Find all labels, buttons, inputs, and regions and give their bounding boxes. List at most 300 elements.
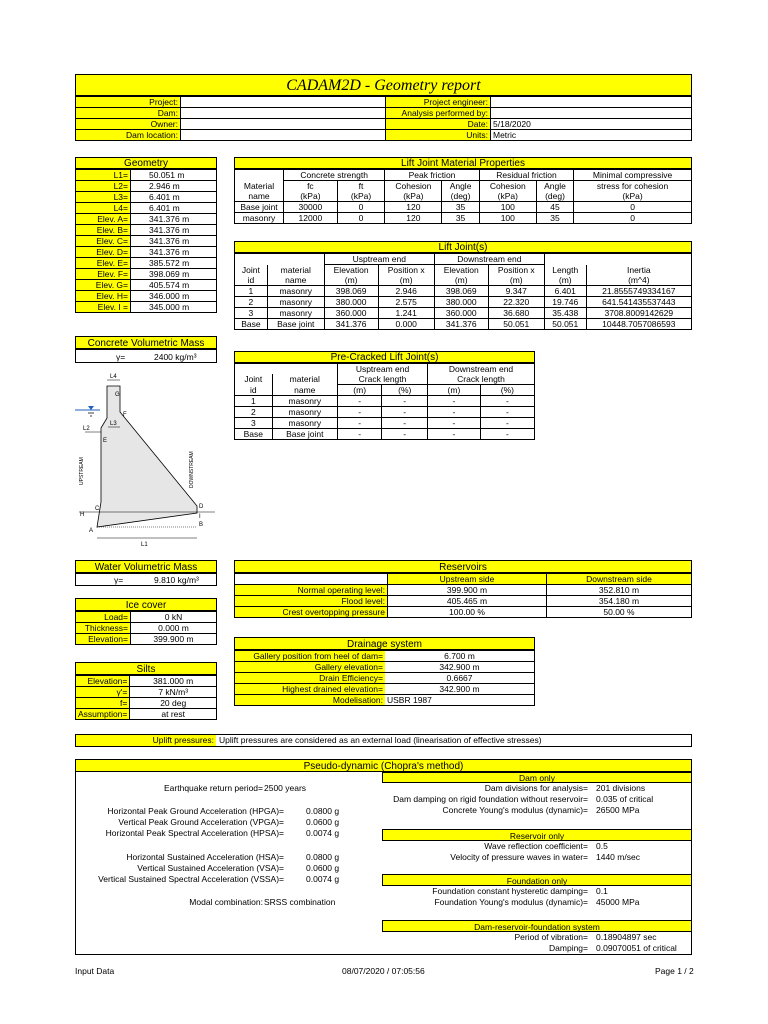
reservoir-row [235, 585, 692, 596]
param-label: Concrete Young's modulus (dynamic)= [442, 805, 588, 815]
table-cell: masonry [267, 308, 324, 319]
lj-header-cell: Position x [488, 265, 544, 276]
res-col-down: Downstream side [547, 574, 692, 585]
ice-value: 0 kN [131, 612, 217, 623]
table-cell: 36.680 [488, 308, 544, 319]
reservoir-only-block [382, 841, 692, 863]
reservoir-down: 352.810 m [547, 585, 692, 596]
lj-blank [235, 254, 325, 265]
drainage-title: Drainage system [234, 637, 535, 650]
date-label: Date: [386, 119, 491, 130]
downstream-label: DOWNSTREAM [189, 451, 195, 488]
table-row [235, 407, 535, 418]
reservoir-label: Crest overtopping pressure [235, 607, 388, 618]
table-cell: 1 [235, 396, 273, 407]
ljm-header-cell: ft [337, 181, 385, 192]
analysis-performed-by-value [491, 108, 692, 119]
geometry-label: L2= [76, 181, 131, 192]
ljm-header-cell: (kPa) [479, 191, 536, 202]
ice-row [76, 612, 217, 623]
param-value: 0.09070051 of critical [596, 943, 677, 953]
footer-center: 08/07/2020 / 07:05:56 [342, 966, 425, 976]
ljm-group-header: Minimal compressive [574, 170, 692, 181]
geometry-label: L1= [76, 170, 131, 181]
concrete-mass-title: Concrete Volumetric Mass [75, 336, 217, 349]
geometry-label: Elev. B= [76, 225, 131, 236]
geometry-value: 341.376 m [131, 225, 217, 236]
drainage-value: 6.700 m [385, 651, 535, 662]
param-value: 45000 MPa [596, 897, 640, 907]
point-b: B [199, 522, 204, 528]
geometry-label: Elev. G= [76, 280, 131, 291]
lj-header-cell: Length [544, 265, 586, 276]
pre-cracked-table [234, 363, 535, 440]
param-label: Horizontal Sustained Acceleration (HSA)= [126, 852, 284, 862]
water-mass-row [75, 573, 217, 586]
lj-header-cell: (m) [434, 275, 488, 286]
table-cell: - [428, 407, 481, 418]
lift-joints-title: Lift Joint(s) [234, 241, 692, 253]
table-cell: 100 [479, 213, 536, 224]
point-e: E [103, 438, 108, 444]
param-value: 0.0600 g [306, 863, 340, 873]
geometry-value: 346.000 m [131, 291, 217, 302]
geometry-value: 341.376 m [131, 214, 217, 225]
dim-l3: L3 [110, 421, 117, 427]
table-cell: Base [235, 319, 268, 330]
geometry-row [76, 291, 217, 302]
project-label: Project: [76, 97, 181, 108]
reservoir-up: 399.900 m [388, 585, 547, 596]
geometry-row [76, 236, 217, 247]
param-value: 0.0800 g [306, 852, 340, 862]
table-cell: - [382, 429, 428, 440]
lift-joints-table [234, 253, 692, 330]
reservoir-up: 100.00 % [388, 607, 547, 618]
param-label: Foundation constant hysteretic damping= [432, 886, 588, 896]
uplift-row [75, 734, 692, 747]
table-cell: 120 [385, 202, 442, 213]
table-cell: 398.069 [434, 286, 488, 297]
geometry-row [76, 181, 217, 192]
silts-value: at rest [130, 709, 217, 720]
dim-l1: L1 [141, 542, 148, 548]
point-i: I [199, 514, 201, 520]
dam-only-title: Dam only [382, 772, 692, 783]
drainage-value: 342.900 m [385, 684, 535, 695]
ice-row [76, 634, 217, 645]
point-h: H [80, 512, 85, 518]
ljm-blank [235, 170, 284, 181]
pc-header-cell: (m) [428, 385, 481, 396]
table-cell: - [382, 396, 428, 407]
ljm-header-cell: (deg) [442, 191, 479, 202]
silts-value: 7 kN/m³ [130, 687, 217, 698]
lj-header-cell: Elevation [324, 265, 378, 276]
param-label: Velocity of pressure waves in water= [450, 852, 588, 862]
drainage-table [234, 650, 535, 706]
lj-header-cell: (m) [544, 275, 586, 286]
pc-header-cell: (%) [382, 385, 428, 396]
table-cell: masonry [235, 213, 284, 224]
table-cell: 3708.8009142629 [586, 308, 691, 319]
table-cell: 21.8555749334167 [586, 286, 691, 297]
table-row [235, 202, 692, 213]
param-label: Vertical Sustained Acceleration (VSA)= [137, 863, 284, 873]
table-cell: 45 [536, 202, 573, 213]
table-cell: 341.376 [434, 319, 488, 330]
table-cell: - [382, 407, 428, 418]
geometry-row [76, 258, 217, 269]
ice-title: Ice cover [75, 598, 217, 611]
point-d: D [199, 504, 204, 510]
dam-diagram [75, 370, 220, 555]
param-row [76, 806, 376, 817]
param-value: 201 divisions [596, 783, 646, 793]
param-label: Vertical Sustained Spectral Acceleration (VSSA)= [98, 874, 284, 884]
table-row [235, 308, 692, 319]
ice-label: Load= [76, 612, 131, 623]
geometry-label: Elev. A= [76, 214, 131, 225]
lj-header-cell: (m) [378, 275, 434, 286]
ljm-header-row [235, 191, 692, 202]
pc-header-cell: (%) [480, 385, 534, 396]
drainage-label: Gallery elevation= [235, 662, 386, 673]
ice-value: 399.900 m [131, 634, 217, 645]
reservoir-label: Flood level: [235, 596, 388, 607]
param-value: 0.18904897 sec [596, 932, 657, 942]
param-row [382, 783, 692, 794]
project-engineer-label: Project engineer: [386, 97, 491, 108]
geometry-label: Elev. I = [76, 302, 131, 313]
ljm-group-row [235, 170, 692, 181]
drf-title: Dam-reservoir-foundation system [382, 920, 692, 932]
geometry-row [76, 225, 217, 236]
table-cell: 6.401 [544, 286, 586, 297]
lj-header-cell: Elevation [434, 265, 488, 276]
param-row [382, 897, 692, 908]
param-row [76, 828, 376, 839]
table-cell: - [428, 396, 481, 407]
table-cell: Base [235, 429, 273, 440]
table-cell: masonry [267, 297, 324, 308]
lj-header-cell: (m) [324, 275, 378, 286]
ljm-header-cell: (kPa) [284, 191, 338, 202]
drainage-value: 342.900 m [385, 662, 535, 673]
drainage-row [235, 695, 535, 706]
silts-table [75, 675, 217, 720]
pc-header-row [235, 385, 535, 396]
water-mass-value: 9.810 kg/m³ [154, 575, 199, 585]
drainage-label: Gallery position from heel of dam= [235, 651, 386, 662]
table-cell: - [337, 429, 381, 440]
table-cell: 398.069 [324, 286, 378, 297]
param-row [382, 841, 692, 852]
reservoirs-title: Reservoirs [234, 560, 692, 573]
table-cell: 641.541435537443 [586, 297, 691, 308]
lj-group-header: Downstream end [434, 254, 544, 265]
param-row [76, 863, 376, 874]
project-info-table [75, 96, 692, 141]
pre-cracked-title: Pre-Cracked Lift Joint(s) [234, 351, 535, 363]
geometry-title: Geometry [75, 157, 217, 169]
geometry-value: 341.376 m [131, 247, 217, 258]
lj-group-header: Usptream end [324, 254, 434, 265]
analysis-performed-by-label: Analysis performed by: [386, 108, 491, 119]
reservoir-row [235, 596, 692, 607]
table-cell: masonry [267, 286, 324, 297]
param-value: 0.0074 g [306, 828, 340, 838]
table-cell: 2.946 [378, 286, 434, 297]
param-row [76, 874, 376, 885]
dam-location-value [181, 130, 386, 141]
foundation-only-title: Foundation only [382, 874, 692, 886]
ljm-header-cell: fc [284, 181, 338, 192]
reservoir-down: 354.180 m [547, 596, 692, 607]
geometry-value: 2.946 m [131, 181, 217, 192]
param-row [382, 852, 692, 863]
geometry-value: 385.572 m [131, 258, 217, 269]
silts-label: Assumption= [76, 709, 130, 720]
table-cell: - [428, 429, 481, 440]
param-label: Horizontal Peak Ground Acceleration (HPGA)= [107, 806, 284, 816]
ljm-header-cell: (deg) [536, 191, 573, 202]
units-label: Units: [386, 130, 491, 141]
param-label: Dam damping on rigid foundation without reservoir= [393, 794, 588, 804]
pc-header-cell: Crack length [337, 374, 427, 385]
table-cell: masonry [272, 407, 337, 418]
ljm-group-header: Peak friction [385, 170, 479, 181]
table-cell: 35 [442, 213, 479, 224]
silts-value: 20 deg [130, 698, 217, 709]
uplift-value: Uplift pressures are considered as an external load (linearisation of effective stresses) [219, 735, 542, 745]
water-mass-title: Water Volumetric Mass [75, 560, 217, 573]
table-cell: - [480, 418, 534, 429]
param-label: Foundation Young's modulus (dynamic)= [434, 897, 588, 907]
pc-blank [235, 364, 338, 375]
ljm-header-cell: name [248, 191, 270, 201]
drainage-row [235, 684, 535, 695]
modal-combination-label: Modal combination: [189, 897, 263, 907]
geometry-value: 6.401 m [131, 203, 217, 214]
ljm-header-cell: Cohesion [479, 181, 536, 192]
peak-acceleration-block [76, 806, 376, 839]
reservoir-only-title: Reservoir only [382, 829, 692, 841]
drainage-label: Drain Efficiency= [235, 673, 386, 684]
param-label: Period of vibration= [514, 932, 588, 942]
pc-group-header: Downstream end [428, 364, 535, 375]
owner-value [181, 119, 386, 130]
param-row [382, 943, 692, 954]
geometry-value: 6.401 m [131, 192, 217, 203]
param-label: Wave reflection coefficient= [484, 841, 588, 851]
geometry-label: Elev. E= [76, 258, 131, 269]
drainage-label: Modelisation: [235, 695, 386, 706]
table-cell: 3 [235, 308, 268, 319]
dam-section-shape [97, 386, 197, 527]
geometry-value: 405.574 m [131, 280, 217, 291]
table-cell: - [480, 396, 534, 407]
geometry-row [76, 247, 217, 258]
geometry-row [76, 280, 217, 291]
project-value [181, 97, 386, 108]
lift-joint-material-table [234, 169, 692, 224]
table-cell: 35 [536, 213, 573, 224]
geometry-value: 345.000 m [131, 302, 217, 313]
point-a: A [89, 528, 94, 534]
lj-header-cell: Inertia [586, 265, 691, 276]
uplift-label: Uplift pressures: [76, 735, 216, 746]
param-row [382, 794, 692, 805]
param-row [382, 932, 692, 943]
param-value: 0.035 of critical [596, 794, 654, 804]
reservoir-label: Normal operating level: [235, 585, 388, 596]
pc-header-cell: Crack length [428, 374, 535, 385]
table-cell: - [337, 407, 381, 418]
table-cell: 30000 [284, 202, 338, 213]
geometry-label: Elev. F= [76, 269, 131, 280]
table-cell: - [337, 396, 381, 407]
sustained-acceleration-block [76, 852, 376, 885]
ljm-header-row [235, 181, 692, 192]
point-g: G [115, 392, 120, 398]
table-row [235, 213, 692, 224]
report-title: CADAM2D - Geometry report [75, 74, 692, 96]
table-row [235, 418, 535, 429]
geometry-value: 398.069 m [131, 269, 217, 280]
table-cell: - [382, 418, 428, 429]
geometry-row [76, 269, 217, 280]
geometry-label: L3= [76, 192, 131, 203]
pc-group-row [235, 364, 535, 375]
table-row [235, 429, 535, 440]
dam-only-block [382, 783, 692, 816]
silts-label: f= [76, 698, 130, 709]
pc-header-cell: Joint [244, 374, 263, 385]
ice-row [76, 623, 217, 634]
table-cell: 360.000 [324, 308, 378, 319]
drainage-row [235, 651, 535, 662]
param-row [382, 886, 692, 897]
return-period-label: Earthquake return period= [164, 783, 263, 793]
table-row [235, 297, 692, 308]
point-c: C [95, 506, 100, 512]
ice-label: Elevation= [76, 634, 131, 645]
param-label: Vertical Peak Ground Acceleration (VPGA)= [118, 817, 284, 827]
table-cell: Base joint [235, 202, 284, 213]
water-level-icon [85, 406, 97, 416]
table-cell: 35 [442, 202, 479, 213]
footer-right: Page 1 / 2 [655, 966, 694, 976]
silts-row [76, 709, 217, 720]
param-row [76, 817, 376, 828]
param-value: 0.1 [596, 886, 608, 896]
geometry-row [76, 302, 217, 313]
param-value: 26500 MPa [596, 805, 640, 815]
reservoirs-table [234, 573, 692, 618]
silts-label: γ'= [76, 687, 130, 698]
drainage-value: 0.6667 [385, 673, 535, 684]
geometry-row [76, 203, 217, 214]
silts-row [76, 676, 217, 687]
geometry-label: L4= [76, 203, 131, 214]
lj-blank [544, 254, 691, 265]
table-cell: - [480, 429, 534, 440]
param-value: 1440 m/sec [596, 852, 640, 862]
table-cell: 12000 [284, 213, 338, 224]
ice-value: 0.000 m [131, 623, 217, 634]
drainage-row [235, 662, 535, 673]
table-row [235, 286, 692, 297]
lj-header-cell: name [267, 275, 324, 286]
footer-left: Input Data [75, 966, 115, 976]
ljm-header-cell: Cohesion [385, 181, 442, 192]
pc-header-cell: id [249, 384, 257, 395]
drainage-value: USBR 1987 [385, 695, 535, 706]
dam-label: Dam: [76, 108, 181, 119]
table-cell: 0 [337, 213, 385, 224]
pseudo-title: Pseudo-dynamic (Chopra's method) [75, 759, 692, 772]
table-cell: 10448.7057086593 [586, 319, 691, 330]
geometry-label: Elev. D= [76, 247, 131, 258]
silts-value: 381.000 m [130, 676, 217, 687]
table-cell: 2.575 [378, 297, 434, 308]
param-label: Damping= [549, 943, 588, 953]
reservoir-row [235, 607, 692, 618]
geometry-value: 50.051 m [131, 170, 217, 181]
res-col-up: Upstream side [388, 574, 547, 585]
geometry-table [75, 169, 217, 313]
param-label: Dam divisions for analysis= [484, 783, 588, 793]
dam-value [181, 108, 386, 119]
pc-header-cell: name [272, 385, 337, 396]
lift-joint-material-title: Lift Joint Material Properties [234, 157, 692, 169]
drainage-label: Highest drained elevation= [235, 684, 386, 695]
table-cell: - [480, 407, 534, 418]
pc-header-cell: material [272, 374, 337, 385]
silts-title: Silts [75, 662, 217, 675]
table-cell: 22.320 [488, 297, 544, 308]
pc-header-cell: (m) [337, 385, 381, 396]
dim-l4: L4 [110, 374, 117, 380]
table-cell: 341.376 [324, 319, 378, 330]
table-cell: 0 [574, 213, 692, 224]
param-row [382, 805, 692, 816]
table-cell: 19.746 [544, 297, 586, 308]
table-cell: - [337, 418, 381, 429]
table-cell: 9.347 [488, 286, 544, 297]
table-cell: 50.051 [544, 319, 586, 330]
lj-header-row [235, 265, 692, 276]
silts-label: Elevation= [76, 676, 130, 687]
table-row [235, 396, 535, 407]
dim-l2: L2 [83, 426, 90, 432]
table-cell: 360.000 [434, 308, 488, 319]
table-cell: 2 [235, 297, 268, 308]
silts-row [76, 698, 217, 709]
geometry-label: Elev. H= [76, 291, 131, 302]
ljm-header-cell: stress for cohesion [574, 181, 692, 192]
table-cell: 380.000 [434, 297, 488, 308]
table-cell: - [428, 418, 481, 429]
ljm-header-cell: (kPa) [574, 191, 692, 202]
lj-header-cell: (m^4) [586, 275, 691, 286]
ljm-header-cell: (kPa) [385, 191, 442, 202]
concrete-mass-label: γ= [116, 352, 126, 362]
lj-header-cell: (m) [488, 275, 544, 286]
geometry-row [76, 170, 217, 181]
lj-header-cell: Joint [241, 264, 260, 275]
